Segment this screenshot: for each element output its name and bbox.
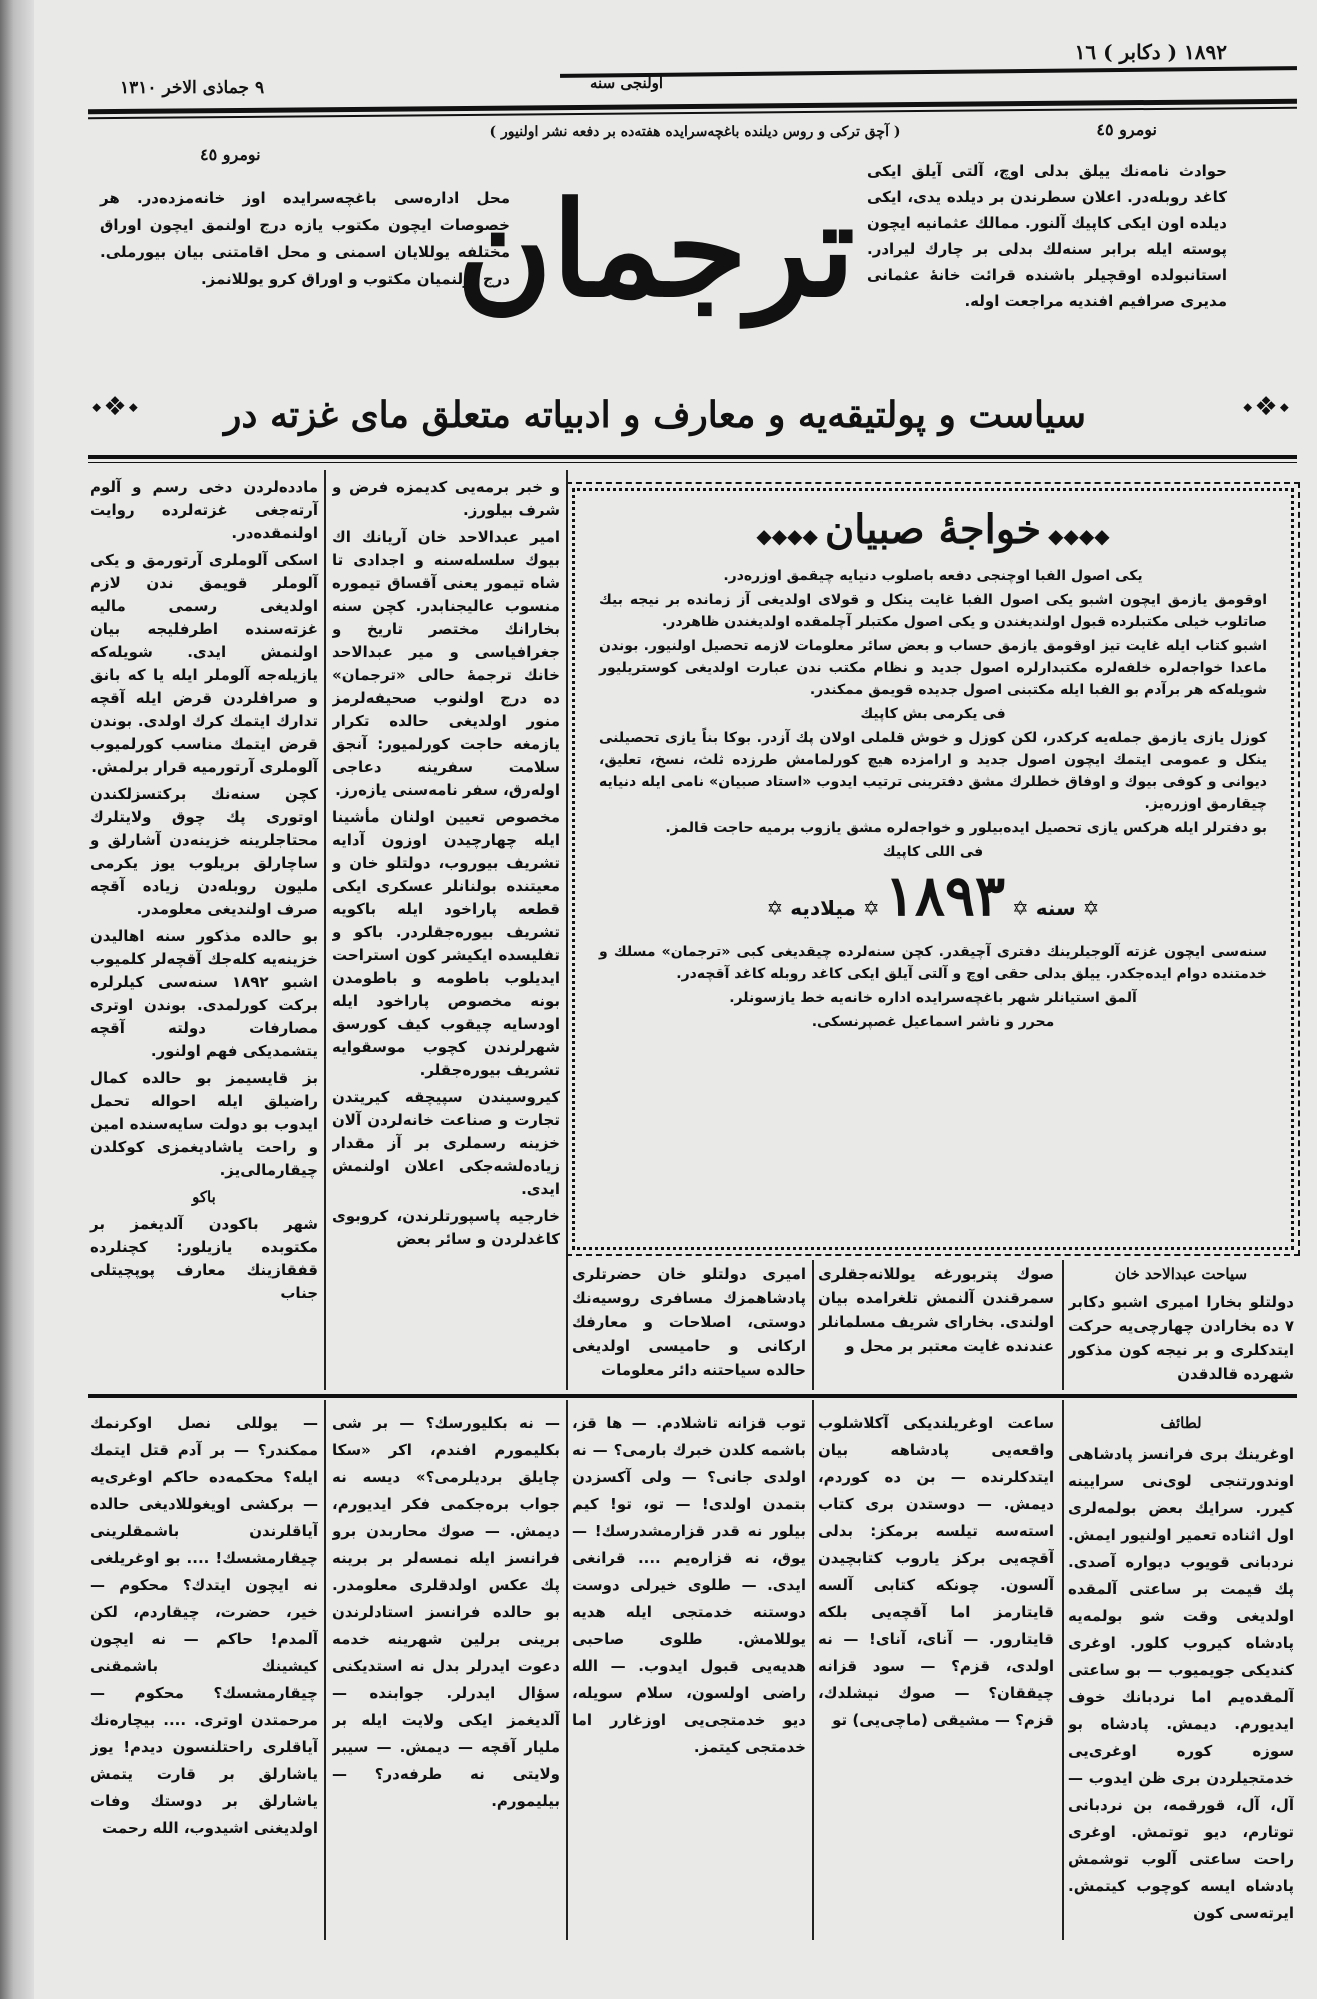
scan-edge: [0, 0, 34, 1999]
paragraph: اميرى دولتلو خان حضرتلرى پادشاهمزك مسافرى روسيه‌نك دوستى، اصلاحات و معارفك اركانى و حاميسى اولديغى حالده سياحتنه دائر معلومات: [572, 1265, 806, 1379]
paragraph: دولتلو بخارا اميرى اشبو دكابر ٧ ده بخارادن چهارچى‌يه حركت ايتدكلرى و بر نيجه كون مذكور شهرده قالدقدن: [1068, 1293, 1294, 1383]
year-word: سنه: [1035, 896, 1076, 920]
divider: [88, 1394, 1297, 1398]
paragraph: بو حالده مذكور سنه اهاليدن خزينه‌يه كله‌جك آقچه‌لر كلميوب اشبو ١٨٩٢ سنه‌سى كيلرلره بركت كورلمدى. بوندن اوترى مصارفات دولته آقچه يتشمديكى فهم اولنور.: [90, 927, 318, 1060]
ad-title-text: خواجهٔ صبيان: [824, 506, 1042, 553]
column-jokes: [1068, 1410, 1294, 1940]
newspaper-subtitle: سياست و پولتيقه‌يه و معارف و ادبياته متعلق ماى غزته در: [224, 394, 1086, 436]
section-heading-baku: باكو: [192, 1188, 216, 1206]
year-number: ١٨٩٣: [884, 863, 1006, 929]
ad-title: ◆◆◆◆ خواجهٔ صبيان ◆◆◆◆: [756, 506, 1110, 553]
column-divider: [566, 1400, 568, 1940]
paragraph: اسكى آلوملرى آرتورمق و يكى آلوملر قويمق ندن لازم اولديغى رسمى ماليه غزته‌سنده اطرفليجه بيان اولنمش ايدى. شويله‌كه يازيله‌جه آلوملر ايله يا كه بانق و صرافلردن قرض ايله آقچه تدارك ايتمك كرك اولدى. بوندن قرض ايتمك مناسب كورلميوب آلوملرى آرتورميه قرار برلمش.: [90, 551, 318, 776]
column-3-top: [572, 1262, 806, 1390]
paragraph: خارجيه پاسپورتلرندن، كروبوى كاغدلردن و سائر بعض: [332, 1207, 560, 1248]
column-4-top: [818, 1262, 1054, 1390]
paragraph: كوزل يازى يازمق جمله‌يه كركدر، لكن كوزل و خوش قلملى اولان پك آزدر. بوكا بناً يازى تحصيلنى ينكل و عمومى ايتمك ايچون اصول جديد و ارامزده هيچ كورلمامش طرزده ثلث، نسخ، تعليق، ديوانى و كوفى بيوك و اوفاق خطلرك مشق دفترينى ترتيب ايدوب «استاد صبيان» نامى ايله دنيايه چيقارمق اوزره‌يز.: [599, 730, 1267, 812]
ornament-right: ⬩❖⬩: [1242, 392, 1291, 422]
column-b2: [332, 1410, 560, 1940]
paragraph: ساعت اوغريلنديكى آكلاشلوب واقعه‌يى پادشاهه بيان ايتدكلرنده — بن ده كوردم، ديمش. — دوستدن برى كتاب استه‌سه تيلسه برمكز: بدلى آقچه‌يى بركز ياروب كتابچيدن آلسون. چونكه كتابى آلسه قايتارمز اما آقچه‌يى بلكه قايتارور. — آناى، آناى! — نه اولدى، قزم؟ — سود قزانه چيققان؟ — صوك نيشلدك، قزم؟ — مشيقى (ماچى‌يى) تو: [818, 1414, 1054, 1729]
paragraph: توب قزانه تاشلادم. — ها قز، باشمه كلدن خبرك بارمى؟ — نه اولدى جانى؟ — ولى آكسزدن بتمدن اولدى! — تو، تو! كيم بيلور نه قدر قزارمشدرسك! — يوق، نه قزاره‌يم .... قرانغى ايدى. — طلوى خيرلى دوست دوستنه خدمتجى ايله هديه يوللامش. طلوى صاحبى هديه‌يى قبول ايدوب. — الله راضى اولسون، سلام سويله، ديو خدمتجى‌يى اوزغارر اما خدمتجى كيتمز.: [572, 1414, 806, 1756]
paragraph: شهر باكودن آلديغمز بر مكتوبده يازيلور: كچنلرده قفقازينك معارف پوپچيتلى جناب: [90, 1215, 318, 1302]
subscription-notice: حوادث نامه‌نك ييلق بدلى اوچ، آلتى آيلق ايكى كاغد روبله‌در. اعلان سطرندن بر ديلده يدى، ايكى ديلده اون ايكى كاپيك آلنور. ممالك عثمانيه ايچون پوسته ايله برابر سنه‌لك بدلى بر چارك ليرادر. استانبولده اوقچيلر باشنده قرائت خانهٔ عثمانى مديرى صرافيم افنديه مراجعت اوله.: [867, 162, 1227, 310]
ornament-left: ⬩❖⬩: [92, 392, 141, 422]
paragraph: مادده‌لردن دخى رسم و آلوم آرته‌جغى غزته‌لرده روايت اولنمقده‌در.: [90, 478, 318, 542]
column-amir-travel: [1068, 1262, 1294, 1390]
column-divider: [324, 1400, 326, 1940]
year-banner: ✡ سنه ✡ ١٨٩٣ ✡ ميلاديه ✡: [766, 863, 1100, 929]
divider: [88, 462, 1297, 463]
divider: [88, 455, 1297, 459]
paragraph: بز قايسيمز بو حالده كمال راضيلق ايله احواله تحمل ايدوب بو دولت سايه‌سنده امين و راحت ياشاديغمزى كوكلدن چيقارمالى‌يز.: [90, 1069, 318, 1179]
column-divider: [1062, 1260, 1064, 1390]
paragraph: اشبو كتاب ايله غايت تيز اوقومق يازمق حساب و بعض سائر معلومات لازمه تحصيل اولنيور. بوندن ماعدا خواجه‌لره خلفه‌لره مكتبدارلره اصول جديد و نظام مكتب ندن عبارت اولديغى كوستريليور شويله‌كه هر برآدم بو الفبا ايله مكتبنى اصول جديده قويمق ممكندر.: [599, 638, 1267, 698]
paragraph: بو دفترلر ايله هركس يازى تحصيل ايده‌بيلور و خواجه‌لره مشق يازوب برميه حاجت قالمز.: [665, 820, 1267, 836]
paragraph: كچن سنه‌نك بركتسزلكندن اوتورى پك چوق ولايتلرك محتاجلرينه خزينه‌دن آشارلق و ساچارلق بريلوب يوز يكرمى مليون روبله‌دن زياده آقچه صرف اولنديغى معلومدر.: [90, 785, 318, 918]
section-heading: سياحت عبدالاحد خان: [1114, 1265, 1248, 1283]
paragraph: آلمق استيانلر شهر باغچه‌سرايده اداره خانه‌يه خط يازسونلر.: [729, 990, 1137, 1006]
paragraph: و خبر برمه‌يى كديمزه فرض و شرف بيلورز.: [332, 478, 560, 519]
section-heading-lataif: لطائف: [1160, 1414, 1202, 1432]
office-notice: محل اداره‌سى باغچه‌سرايده اوز خانه‌مزده‌در. هر خصوصات ايچون مكتوب يازه‌ درج اولنمق ايچون اوراق مختلفه يوللايان اسمنى و محل اقامتنى بيان بيورملى. درج اولنميان مكتوب و اوراق كرو يوللانمز.: [100, 189, 510, 288]
column-2: [332, 476, 560, 1388]
divider: [560, 66, 1297, 78]
ad-price: فى اللى كاپيك: [882, 844, 984, 860]
paragraph: سنه‌سى ايچون غزته آلوجيلرينك دفترى آچيقدر. كچن سنه‌لرده چيقديغى كبى «ترجمان» مسلك و خدمتنده دوام ايده‌جكدر. ييلق بدلى حقى اوچ و آلتى آيلق ايكى كاغد روبله كاغد آقچه‌در.: [599, 944, 1267, 982]
column-divider: [1062, 1400, 1064, 1940]
advertisement-box: [572, 488, 1294, 1250]
newspaper-title: ترجمان: [456, 173, 855, 326]
paragraph: اوغرينك برى فرانسز پادشاهى اوندورتنجى لوى‌نى سرايينه كيرر. سرايك بعض بولمه‌لرى اول اثناده تعمير اولنيور ايمش. نردبانى قويوب ديواره آصدى. پك قيمت بر ساعتى آلمقده اولديغى وقت شو بولمه‌يه پادشاه كيروب كلور. اوغرى كنديكى جويميوب — بو ساعتى آلمقده‌يم اما نردبانك خوف ايديورم. ديمش. پادشاه بو سوزه كوره اوغرى‌يى خدمتجيلردن برى ظن ايدوب — آل، آل، قورقمه، بن نردبانى توتارم، ديو توتمش. اوغرى راحت ساعتى آلوب توشمش پادشاه ايسه كوچوب كيتمش. ايرته‌سى كون: [1068, 1445, 1294, 1922]
paragraph: — يوللى نصل اوكرنمك ممكندر؟ — بر آدم قتل ايتمك ايله؟ محكمه‌ده حاكم اوغرى‌يه — بركشى اويغوللاديغى حالده آياقلرندن باشمقلرينى چيقارمشسك! .... بو اوغريلغى نه ايچون ايتدك؟ محكوم — خير، حضرت، چيقاردم، لكن آلمدم! حاكم — نه ايچون كيشينك باشمقنى چيقارمشسك؟ محكوم — مرحمتدن اوترى. .... بيچاره‌نك آياقلرى راحتلنسون ديدم! يوز ياشارلق بر قارت يتمش ياشارلق بر دوستك وفات اولديغنى اشيدوب، الله رحمت: [90, 1414, 318, 1837]
editor-signature: محرر و ناشر اسماعيل غصپرنسكى.: [811, 1014, 1055, 1030]
paragraph: صوك پتربورغه يوللانه‌جقلرى سمرقندن آلنمش تلغرامده بيان اولندى. بخاراى شريف مسلمانلر عندنده غايت معتبر بر محل و: [818, 1265, 1054, 1355]
frequency-note: ( آچق تركى و روس ديلنده باغچه‌سرايده هفته‌ده بر دفعه نشر اولنيور ): [489, 124, 901, 140]
date-gregorian: ١٨٩٢ ( دكابر ) ١٦: [1074, 40, 1227, 64]
column-b1: [90, 1410, 318, 1940]
column-divider: [566, 470, 568, 1390]
ad-price: فى يكرمى بش كاپيك: [860, 706, 1006, 722]
column-divider: [812, 1260, 814, 1390]
paragraph: كيروسيندن سپيچقه كيريتدن تجارت و صناعت خانه‌لردن آلان خزينه رسملرى بر آز مقدار زياده‌لشه‌جكى اعلان اولنمش ايدى.: [332, 1088, 560, 1198]
issue-number-right: نومرو ٤٥: [1096, 120, 1157, 139]
paragraph: اوقومق يازمق ايچون اشبو يكى اصول الفبا غايت ينكل و قولاى اولديغى آز زمانده بر نيجه بيك صاتلوب خيلى مكتبلرده قبول اولنديغندن و يكى اصول مكتبلر آچلمقده اولديغندن ظاهردر.: [599, 592, 1267, 630]
paragraph: مخصوص تعيين اولنان مأشينا ايله چهارچيدن اوزون آدايه تشريف بيوروب، دولتلو خان و معيتنده بولنانلر عسكرى ايكى قطعه پاراخود ايله باكويه تشريف بيوره‌جقلردر. باكو و تفليسده ايكيشر كون استراحت ايديلوب باطومه و باطومدن بونه مخصوص پاراخود ايله اودسايه چيقوب كيف كورسق شهرلرندن كچوب موسقوايه تشريف بيوره‌جقلر.: [332, 808, 560, 1079]
issue-number-left: نومرو ٤٥: [200, 145, 261, 164]
year-suffix: ميلاديه: [790, 896, 856, 920]
column-1: [90, 476, 318, 1309]
column-divider: [324, 470, 326, 1390]
paragraph: يكى اصول الفبا اوچنجى دفعه باصلوب دنيايه چيقمق اوزره‌در.: [723, 568, 1143, 584]
year-label: اولنجى سنه: [590, 74, 664, 92]
date-hijri: ٩ جماذى الاخر ١٣١٠: [120, 78, 265, 98]
column-b3: [572, 1410, 806, 1940]
column-divider: [812, 1400, 814, 1940]
paragraph: امير عبدالاحد خان آريانك اك بيوك سلسله‌سنه و اجدادى تا شاه تيمور يعنى آقساق تيموره منسوب عاليجنابدر. كچن سنه بخارانك مختصر تاريخ و جغرافياسى و مير عبدالاحد خانك ترجمهٔ حالى «ترجمان» ده درج اولنوب صحيفه‌لرمز منور اولديغى حالده تكرار يازمغه حاجت كورلميور: آنجق سلامت سفرينه دعاجى اوله‌رق، سفر نامه‌سنى يازه‌رز.: [332, 528, 560, 799]
paragraph: — نه بكليورسك؟ — بر شى بكليمورم افندم، اكر «سكا چايلق برديلرمى؟» ديسه نه جواب بره‌جكمى فكر ايديورم، ديمش. — صوك محاربدن برو فرانسز ايله نمسه‌لر بر برينه پك عكس اولدقلرى معلومدر. بو حالده فرانسز استادلرندن برينى برلين شهرينه خدمه دعوت ايدرلر بدل نه استديكنى سؤال ايدرلر. جوابنده — آلديغمز ايكى ولايت ايله بر مليار آقچه — ديمش. — سيبر ولايتى نه طرفه‌در؟ — بيليمورم.: [332, 1414, 560, 1810]
column-b4: [818, 1410, 1054, 1940]
